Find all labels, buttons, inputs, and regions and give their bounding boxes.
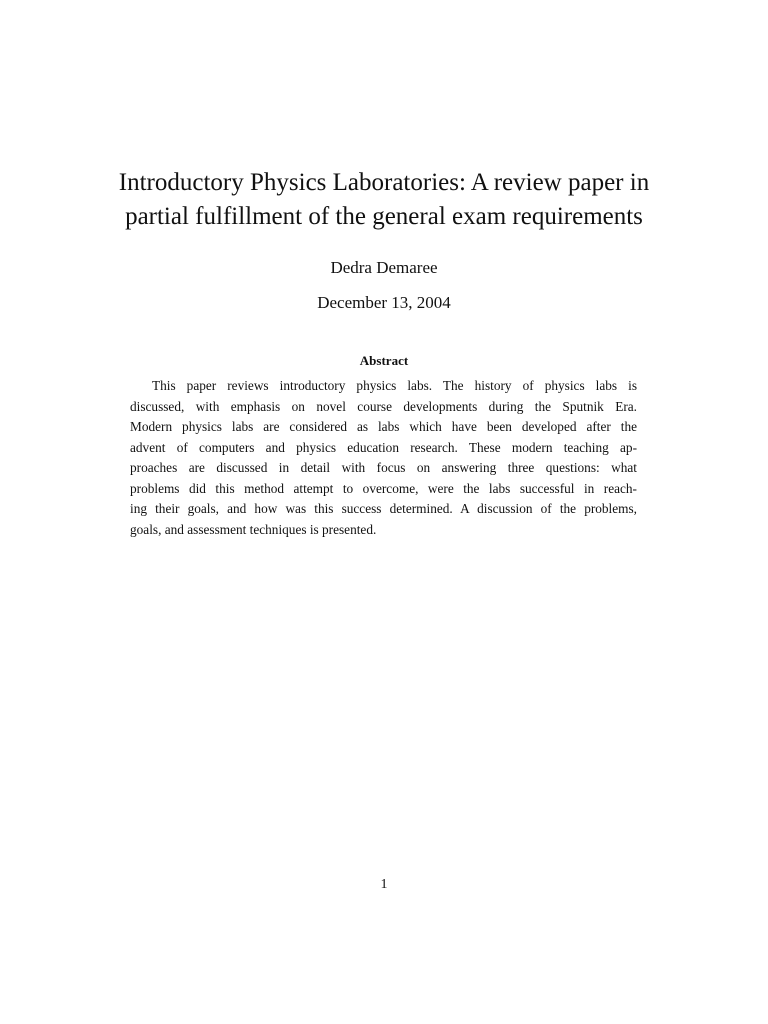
- publication-date: December 13, 2004: [317, 293, 451, 312]
- page-number: 1: [380, 877, 388, 892]
- abstract-heading: Abstract: [359, 353, 409, 368]
- abstract-line: Modern physics labs are considered as labs which have been developed after the: [130, 419, 637, 434]
- abstract-line: ing their goals, and how was this success determined. A discussion of the problems,: [130, 501, 637, 516]
- abstract-line: discussed, with emphasis on novel course developments during the Sputnik Era.: [130, 398, 637, 414]
- abstract-body: [130, 376, 637, 540]
- title-line: Introductory Physics Laboratories: A review paper in: [118, 169, 650, 196]
- abstract-line: problems did this method attempt to overcome, were the labs successful in reach-: [130, 480, 637, 496]
- abstract-line: This paper reviews introductory physics labs. The history of physics labs is: [152, 378, 637, 393]
- abstract-line: goals, and assessment techniques is presented.: [130, 521, 377, 537]
- abstract-line: advent of computers and physics education research. These modern teaching ap-: [130, 439, 637, 455]
- abstract-line: proaches are discussed in detail with focus on answering three questions: what: [130, 460, 637, 475]
- author-name: Dedra Demaree: [330, 258, 438, 277]
- title-line: partial fulfillment of the general exam requirements: [125, 203, 643, 230]
- paper-title: [60, 166, 708, 234]
